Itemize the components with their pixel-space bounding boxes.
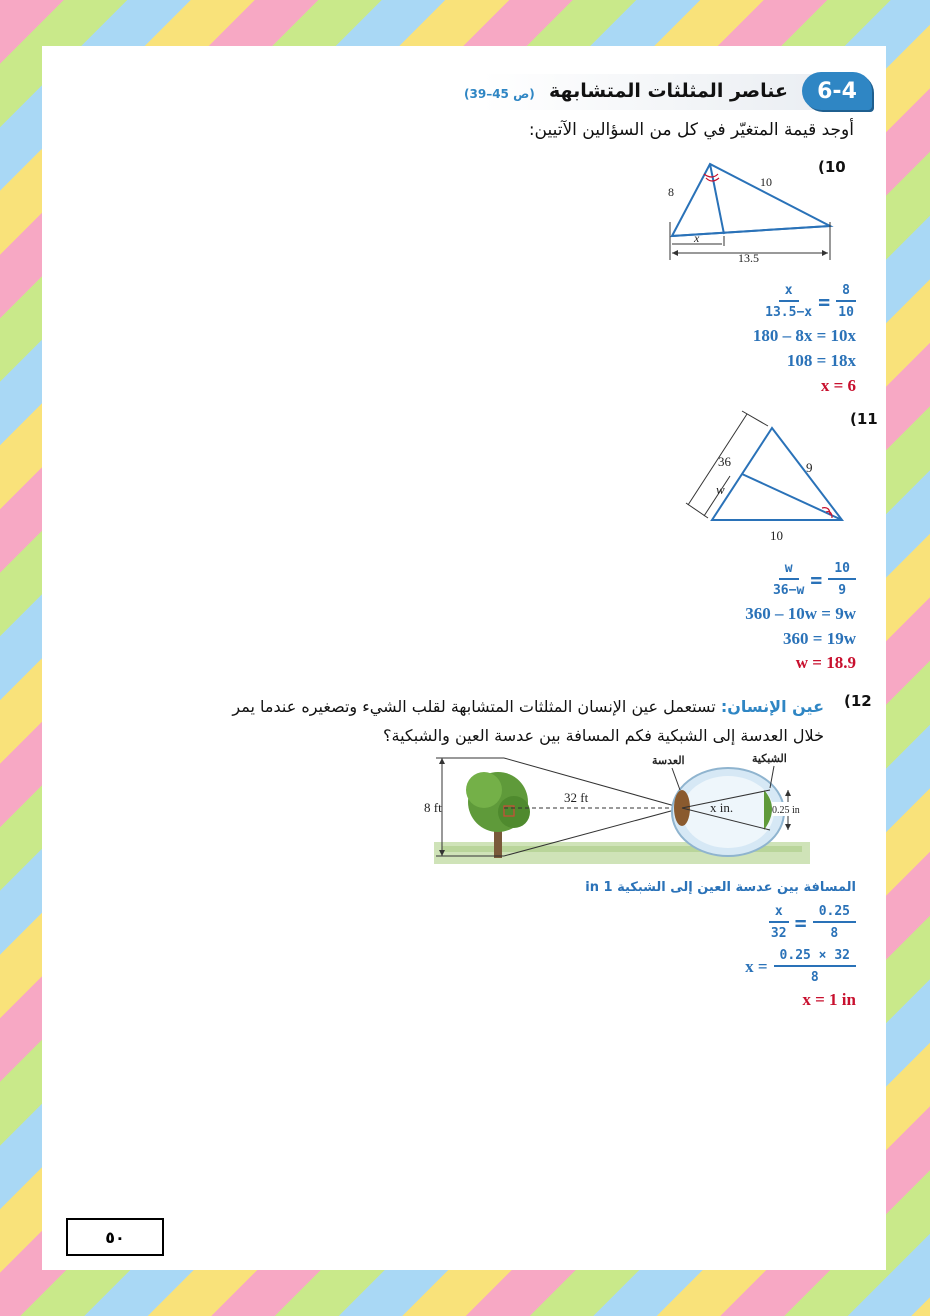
- q10-proportion: [765, 283, 856, 320]
- question-11-figure: [682, 408, 852, 542]
- q10-equals: =: [818, 289, 831, 314]
- question-12-number: (12: [844, 692, 872, 710]
- worksheet-page: [42, 46, 886, 1270]
- instruction-text: أوجد قيمة المتغيّر في كل من السؤالين الآتيين:: [528, 120, 854, 140]
- q10-base-label: 13.5: [738, 251, 759, 265]
- lesson-title: عناصر المثلثات المتشابهة: [549, 80, 788, 102]
- q12-answer-line: المسافة بين عدسة العين إلى الشبكية 1 in: [585, 880, 856, 895]
- q10-segment-x-label: x: [694, 231, 700, 245]
- q10-side-left-label: 8: [668, 185, 674, 199]
- lesson-page-range: (ص 45–39): [464, 87, 535, 101]
- q12-substitution: [739, 948, 856, 985]
- q10-frac-right-num: 8: [836, 283, 856, 302]
- q11-segment-w-label: w: [716, 482, 725, 497]
- q12-frac1-den: 32: [770, 926, 787, 941]
- q12-x-in-label: x in.: [710, 800, 734, 815]
- q10-side-right-label: 10: [760, 175, 772, 189]
- lesson-number-badge: 6-4: [802, 72, 872, 110]
- q12-equals: =: [794, 910, 807, 935]
- q11-equals: =: [810, 567, 823, 592]
- question-12-eye-figure: [424, 750, 810, 864]
- q12-small-label: 0.25 in: [772, 805, 800, 816]
- q11-step-2: 360 = 19w: [783, 629, 856, 648]
- q10-frac-right-den: 10: [838, 305, 854, 320]
- q12-frac2-num: 0.25: [813, 904, 856, 923]
- q12-retina-label: الشبكية: [752, 753, 787, 765]
- q11-frac-left-den: 36−w: [772, 583, 805, 598]
- question-12-body: تستعمل عين الإنسان المثلثات المتشابهة لقلب الشيء وتصغيره عندما يمر خلال العدسة إلى الشبكية فكم المسافة بين عدسة العين والشبكية؟: [232, 697, 824, 745]
- q11-frac-right-den: 9: [838, 583, 847, 598]
- q12-height-label: 8 ft: [424, 800, 442, 815]
- q12-proportion: [769, 904, 856, 941]
- question-10-number: (10: [818, 158, 846, 176]
- page-number: ٥٠: [105, 1227, 125, 1247]
- q10-frac-left-den: 13.5−x: [765, 305, 813, 320]
- question-12-text: [224, 692, 824, 750]
- q11-frac-left-num: w: [779, 561, 799, 580]
- q11-answer: w = 18.9: [795, 653, 856, 672]
- question-10-figure: [662, 154, 872, 266]
- q11-proportion: [773, 561, 856, 598]
- q12-lens-label: العدسة: [652, 755, 685, 767]
- q12-x-equals: x =: [745, 956, 768, 976]
- q11-step-1: 360 – 10w = 9w: [745, 604, 856, 623]
- q11-base-10-label: 10: [770, 528, 783, 543]
- q12-distance-label: 32 ft: [564, 790, 589, 805]
- question-12-label: عين الإنسان:: [720, 697, 824, 716]
- q12-frac2-den: 8: [830, 926, 839, 941]
- question-11-number: (11: [850, 410, 878, 428]
- q12-frac3-den: 8: [810, 970, 819, 985]
- q11-side-36-label: 36: [718, 454, 731, 469]
- q11-side-9-label: 9: [806, 460, 813, 475]
- page-number-box: [66, 1218, 164, 1256]
- q11-frac-right-num: 10: [828, 561, 856, 580]
- q12-answer: x = 1 in: [802, 990, 856, 1009]
- q10-step-1: 180 – 8x = 10x: [752, 326, 856, 345]
- q10-step-2: 108 = 18x: [786, 351, 856, 370]
- q12-frac1-num: x: [769, 904, 789, 923]
- q10-answer: x = 6: [820, 376, 856, 395]
- q10-frac-left-num: x: [779, 283, 799, 302]
- q12-frac3-num: 0.25 × 32: [774, 948, 856, 967]
